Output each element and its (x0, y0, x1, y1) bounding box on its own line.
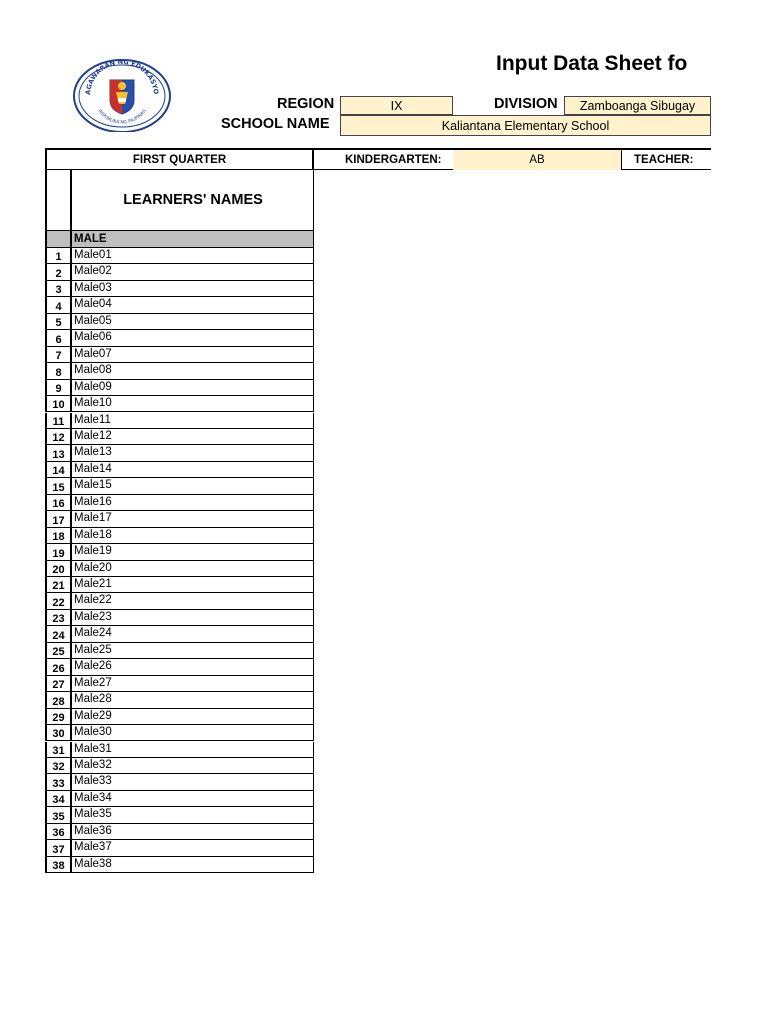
section-field[interactable]: AB (453, 150, 621, 170)
row-number: 32 (47, 758, 72, 773)
row-number: 21 (47, 577, 72, 592)
learner-name-cell[interactable]: Male23 (74, 610, 112, 623)
table-row (45, 758, 314, 774)
learner-name-cell[interactable]: Male38 (74, 857, 112, 870)
learner-name-cell[interactable]: Male10 (74, 397, 112, 410)
row-number: 3 (47, 281, 72, 296)
row-number: 25 (47, 643, 72, 658)
learner-name-cell[interactable]: Male34 (74, 791, 112, 804)
learner-name-cell[interactable]: Male03 (74, 281, 112, 294)
row-number: 30 (47, 725, 72, 740)
region-label: REGION (277, 96, 335, 112)
region-field[interactable]: IX (340, 96, 453, 115)
table-row (45, 478, 314, 494)
learner-name-cell[interactable]: Male28 (74, 693, 112, 706)
learner-name-cell[interactable]: Male08 (74, 364, 112, 377)
learners-names-header (45, 170, 314, 231)
learner-name-cell[interactable]: Male22 (74, 594, 112, 607)
table-row (45, 429, 314, 445)
learner-name-cell[interactable]: Male20 (74, 561, 112, 574)
table-row (45, 593, 314, 609)
table-row (45, 857, 314, 873)
table-row (45, 610, 314, 626)
row-number: 24 (47, 626, 72, 641)
row-number: 35 (47, 807, 72, 822)
number-column-header (47, 170, 72, 230)
row-number: 34 (47, 791, 72, 806)
learner-name-cell[interactable]: Male17 (74, 512, 112, 525)
row-number: 14 (47, 462, 72, 477)
row-number: 15 (47, 478, 72, 493)
table-row (45, 709, 314, 725)
row-number: 23 (47, 610, 72, 625)
row-number: 19 (47, 544, 72, 559)
row-number: 6 (47, 330, 72, 345)
learner-name-cell[interactable]: Male09 (74, 380, 112, 393)
table-row (45, 692, 314, 708)
table-row (45, 511, 314, 527)
quarter-label: FIRST QUARTER (47, 150, 314, 170)
learner-name-cell[interactable]: Male02 (74, 265, 112, 278)
learner-name-cell[interactable]: Male04 (74, 298, 112, 311)
male-section-header (45, 231, 314, 248)
row-number: 18 (47, 528, 72, 543)
row-number: 9 (47, 380, 72, 395)
table-row (45, 314, 314, 330)
learner-name-cell[interactable]: Male06 (74, 331, 112, 344)
table-row (45, 528, 314, 544)
table-row (45, 643, 314, 659)
learner-name-cell[interactable]: Male16 (74, 495, 112, 508)
table-row (45, 544, 314, 560)
row-number: 8 (47, 363, 72, 378)
table-row (45, 840, 314, 856)
row-number: 4 (47, 297, 72, 312)
table-row (45, 445, 314, 461)
learner-name-cell[interactable]: Male25 (74, 643, 112, 656)
division-field[interactable]: Zamboanga Sibugay (564, 96, 711, 115)
learner-name-cell[interactable]: Male12 (74, 429, 112, 442)
learner-name-cell[interactable]: Male19 (74, 545, 112, 558)
table-row (45, 824, 314, 840)
learner-name-cell[interactable]: Male30 (74, 726, 112, 739)
row-number: 27 (47, 676, 72, 691)
row-number: 22 (47, 593, 72, 608)
learners-names-title: LEARNERS' NAMES (123, 192, 263, 208)
learner-name-cell[interactable]: Male33 (74, 775, 112, 788)
learner-name-cell[interactable]: Male13 (74, 446, 112, 459)
learner-name-cell[interactable]: Male07 (74, 347, 112, 360)
row-number: 5 (47, 314, 72, 329)
row-number: 12 (47, 429, 72, 444)
division-label: DIVISION (494, 96, 558, 112)
school-name-label: SCHOOL NAME (221, 116, 330, 132)
row-number: 36 (47, 824, 72, 839)
row-number: 13 (47, 445, 72, 460)
male-section-label: MALE (74, 233, 107, 245)
learner-name-cell[interactable]: Male01 (74, 249, 112, 261)
row-number: 10 (47, 396, 72, 411)
learner-name-cell[interactable]: Male27 (74, 676, 112, 689)
learner-name-cell[interactable]: Male26 (74, 660, 112, 673)
table-row (45, 807, 314, 823)
table-row (45, 676, 314, 692)
row-number: 17 (47, 511, 72, 526)
row-number: 38 (47, 857, 72, 872)
row-number: 11 (47, 413, 72, 428)
row-number: 28 (47, 692, 72, 707)
learner-name-cell[interactable]: Male15 (74, 479, 112, 492)
learner-name-cell[interactable]: Male14 (74, 462, 112, 475)
learner-name-cell[interactable]: Male35 (74, 808, 112, 821)
row-number: 33 (47, 774, 72, 789)
table-row (45, 396, 314, 412)
table-row (45, 347, 314, 363)
table-row (45, 577, 314, 593)
row-number: 37 (47, 840, 72, 855)
table-row (45, 363, 314, 379)
quarter-row (45, 148, 711, 170)
table-row (45, 462, 314, 478)
learner-name-cell[interactable]: Male32 (74, 758, 112, 771)
learner-name-cell[interactable]: Male36 (74, 824, 112, 837)
learner-name-cell[interactable]: Male21 (74, 578, 112, 590)
row-number: 20 (47, 561, 72, 576)
learner-name-cell[interactable]: Male29 (74, 709, 112, 722)
table-row (45, 281, 314, 297)
table-row (45, 742, 314, 758)
teacher-label: TEACHER: (621, 150, 711, 170)
learner-name-cell[interactable]: Male18 (74, 528, 112, 541)
row-number: 7 (47, 347, 72, 362)
page-title: Input Data Sheet fo (496, 52, 688, 75)
row-number: 1 (47, 248, 72, 263)
learner-name-cell[interactable]: Male11 (74, 413, 111, 426)
row-number: 26 (47, 659, 72, 674)
table-row (45, 297, 314, 313)
deped-seal-logo (72, 56, 172, 132)
table-row (45, 330, 314, 346)
table-row (45, 413, 314, 429)
kindergarten-label: KINDERGARTEN: (345, 154, 442, 166)
table-row (45, 495, 314, 511)
table-row (45, 791, 314, 807)
table-row (45, 659, 314, 675)
table-row (45, 774, 314, 790)
seal-text-top: AGAWARAN NG EDUKASYO (83, 57, 161, 96)
table-row (45, 264, 314, 280)
school-name-field[interactable]: Kaliantana Elementary School (340, 115, 711, 136)
row-number: 29 (47, 709, 72, 724)
learner-name-cell[interactable]: Male31 (74, 742, 112, 755)
table-row (45, 725, 314, 741)
row-number: 2 (47, 264, 72, 279)
table-row (45, 248, 314, 264)
table-row (45, 380, 314, 396)
seal-text-bottom: REPUBLIKA NG PILIPINAS (96, 109, 148, 126)
learner-name-cell[interactable]: Male05 (74, 314, 112, 327)
row-number: 31 (47, 742, 72, 757)
table-row (45, 561, 314, 577)
table-row (45, 626, 314, 642)
learner-name-cell[interactable]: Male37 (74, 841, 112, 854)
row-number: 16 (47, 495, 72, 510)
learner-name-cell[interactable]: Male24 (74, 627, 112, 640)
